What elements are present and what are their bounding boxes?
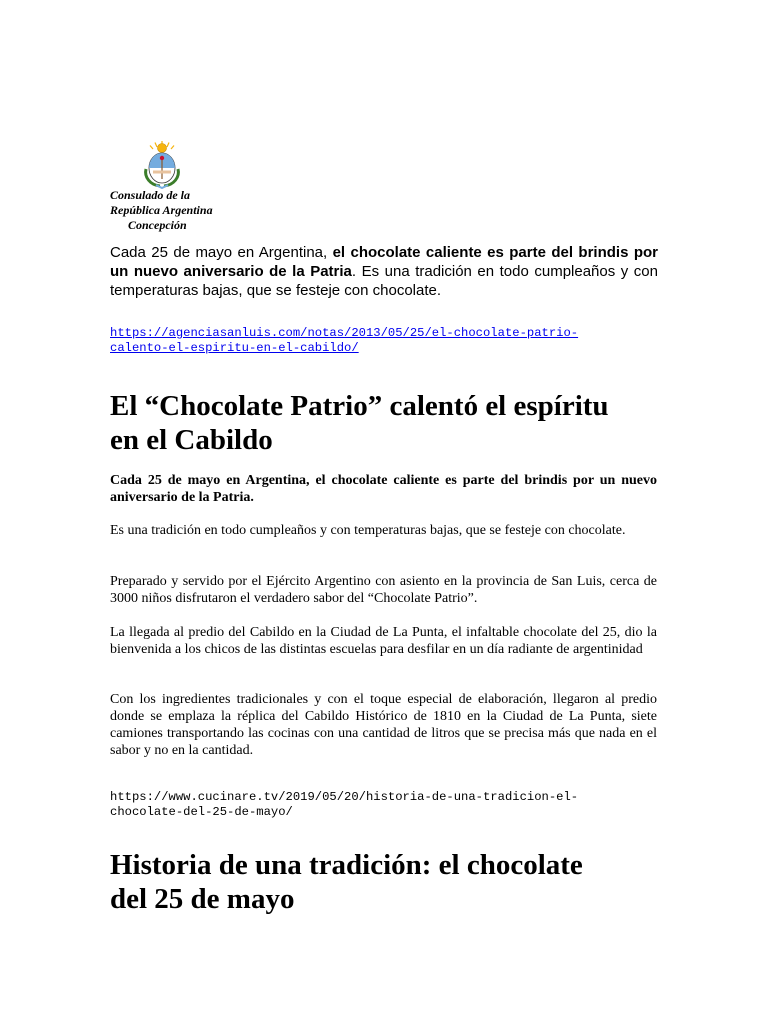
article-paragraph: Es una tradición en todo cumpleaños y con temperaturas bajas, que se festeje con chocolate. [110,523,626,538]
intro-bold-text: el chocolate caliente es parte del brindis por un nuevo aniversario de la Patria [110,244,659,280]
argentine-coat-of-arms-icon [138,139,186,189]
title-line: en el Cabildo [110,424,273,456]
article-paragraph: Preparado y servido por el Ejército Argentino con asiento en la provincia de San Luis, cerca de 3000 niños disfrutaron el verdadero sabor del “Chocolate Patrio”. [110,574,657,606]
url-line: https://www.cucinare.tv/2019/05/20/historia-de-una-tradicion-el- [110,790,579,804]
consulate-line: República Argentina [110,203,213,217]
article-paragraph: Con los ingredientes tradicionales y con el toque especial de elaboración, llegaron al predio donde se emplaza la réplica del Cabildo Histórico de 1810 en la Ciudad de La Punta, siete camiones transportando las cocinas con una cantidad de litros que se precisa más que nada en el sabor y no en la cantidad. [110,692,657,758]
consulate-line: Concepción [128,218,187,232]
title-line: del 25 de mayo [110,883,295,915]
title-line: Historia de una tradición: el chocolate [110,849,583,881]
source-link-cucinare [110,790,670,820]
article-paragraph: La llegada al predio del Cabildo en la Ciudad de La Punta, el infaltable chocolate del 25, dio la bienvenida a los chicos de las distintas escuelas para desfilar en un día radiante de argentinidad [110,625,657,657]
article-title [110,389,670,457]
link-line[interactable]: https://agenciasanluis.com/notas/2013/05/25/el-chocolate-patrio- [110,326,579,340]
consulate-signature [110,188,213,233]
consulate-line: Consulado de la [110,188,191,202]
intro-paragraph [110,243,658,300]
url-line: chocolate-del-25-de-mayo/ [110,805,293,819]
article-lead: Cada 25 de mayo en Argentina, el chocolate caliente es parte del brindis por un nuevo aniversario de la Patria. [110,473,657,505]
intro-text: . Es una tradición en todo cumpleaños y con temperaturas bajas, que se festeje con chocolate. [110,263,658,299]
article-title [110,848,670,916]
link-line[interactable]: calento-el-espiritu-en-el-cabildo/ [110,341,359,355]
title-line: El “Chocolate Patrio” calentó el espíritu [110,390,609,422]
intro-text: Cada 25 de mayo en Argentina, [110,244,333,261]
source-link-agenciasanluis[interactable] [110,326,670,356]
